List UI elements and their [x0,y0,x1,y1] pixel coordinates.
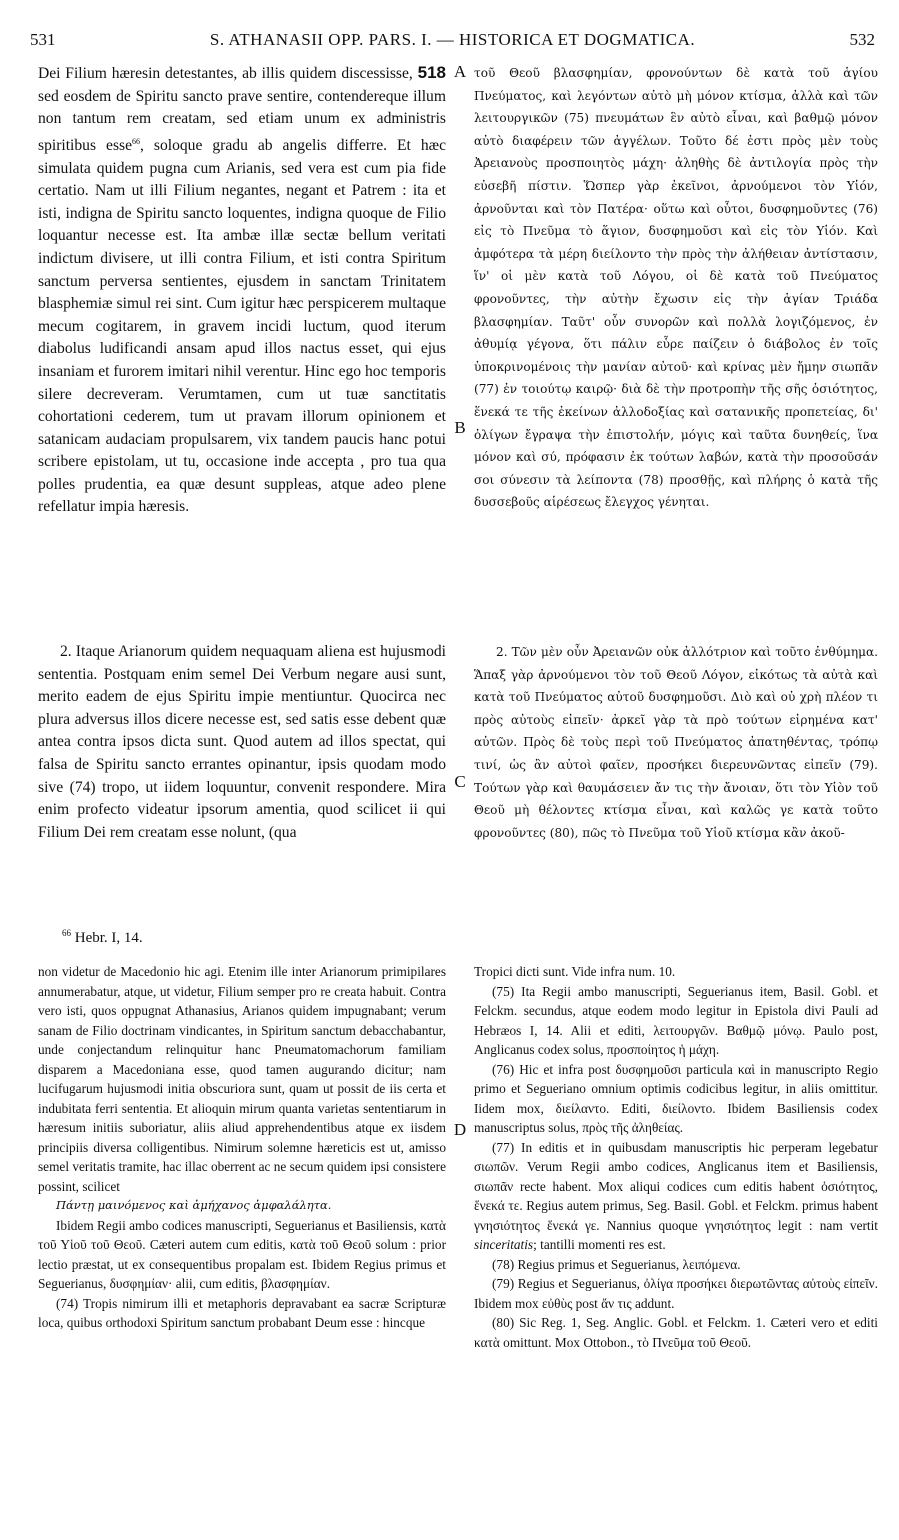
notes-right-column [474,962,878,1352]
margin-marker-c: C [454,772,466,791]
margin-marker-a: A [453,62,467,81]
notes-left-column [38,962,446,1333]
latin-p1-end: , soloque gradu ab angelis differre. Et hæc simulata quidem pugna cum Arianis, sed vera est cum pia fide certatio. Nam ut illi Filium negantes, negant et Patrem : ita et isti, indigna de Spiritu sancto loquentes, indigna quoque de Filio loquantur necesse est. Ita ambæ illæ sectæ bellum veritati indictum divisere, ut illi contra Filium, et isti contra Spiritum sanctum perversa sentientes, ejusdem in sanctam Trinitatem blasphemiæ simul rei sint. Cum igitur hæc perspicerem multaque mecum cogitarem, in gravem incidi luctum, quod iterum diabolus ludificandi ansam apud illos nactus esset, qui ejus insaniam et furorem imitari nihil verentur. Hinc ego hoc temporis silere decreveram. Verumtamen, cum ut tuæ sanctitatis cohortationi cederem, tum ut pravam illorum opinionem et satanicam audaciam propulsarem, vix tandem paucis hanc potui scribere epistolam, ut tu, occasione inde accepta , pro tua qua polles prudentia, ea quæ desunt suppleas, atque adeo plene refellatur impia hæresis. [38,136,446,516]
note-76: (76) Hic et infra post δυσφημοῦσι particula καὶ in manuscripto Regio primo et Segueriano omnium optimis codicibus legitur, in aliis omittitur. Iidem mox, διείλαντο. Editi, διείλοντο. Ibidem Basiliensis codex manuscriptus solus, πρὸς τῆς ἀληθείας. [474,1061,878,1135]
scripture-footnote [62,928,143,947]
page-number-left: 531 [30,30,56,49]
scripture-footnote-text: Hebr. I, 14. [74,930,143,946]
latin-paragraph-1 [38,62,446,519]
scripture-footnote-number: 66 [62,928,71,938]
page-header [30,30,875,58]
note-77 [474,1138,878,1255]
note-77-text: (77) In editis et in quibusdam manuscriptis hic perperam legebatur σιωπῶν. Verum Regii ambo codices, Anglicanus item et Basiliensis, σιωπᾶν recte habent. Mox aliqui codices cum editis habent ὁσιότητος, ἕνεκά τε. Regius autem primus, Seg. Basil. Gobl. et Felckm. primus habent γνησιότητος ἕνεκά γε. Nannius quoque γνησιότητος legit : nam vertit [474,1139,878,1233]
note-78: (78) Regius primus et Seguerianus, λειπόμενα. [492,1256,741,1272]
note-continuation: non videtur de Macedonio hic agi. Etenim ille inter Arianorum primipilares annumerabatur, atque, ut videtur, Filium semper pro re creata habuit. Contra vero isti, quos oppugnat Athanasius, Arianos quidem impugnabant; verum sanam de Filio doctrinam vindicantes, in Spiritum sanctum debacchabantur, unde conjectandum relinquitur hanc Pneumatomachorum familiam disparem a Macedoniana esse, quod tamen augurando dicitur; nam lucifugarum hujusmodi initia obscuriora sunt, quam ut possit de iis certa et indubitata ferri sententia. Et alioquin mirum quanta varietas sententiarum in hæresum initiis suboriatur, aliis aliud apprehendentibus atque ex iisdem principiis diversa colligentibus. Nimirum solemne hæreticis est ut, amisso semel veritatis tramite, hac illac oberrent ac ne secum quidem ipsi consistere possint, scilicet [38,964,446,1194]
margin-marker-b: B [454,418,466,437]
latin-text-top [38,62,446,519]
note-75: (75) Ita Regii ambo manuscripti, Seguerianus item, Basil. Gobl. et Felckm. secundus, atque eodem modo legitur in Epistola divi Pauli ad Hebræos I, 14. Alii et editi, λειτουργῶν. Βαθμῷ μόνῳ. Paulo post, Anglicanus codex solus, προσποίητος ἡ μάχη. [474,983,878,1057]
note-greek-verse: Πάντῃ μαινόμενος καὶ ἀμήχανος ἀμφαλάλητα. [56,1198,332,1212]
inline-page-number: 518 [417,63,446,82]
note-79: (79) Regius et Seguerianus, ὀλίγα προσήκει διερωτῶντας αὐτοὺς εἰπεῖν. Ibidem mox εὐθὺς post ἄν τις addunt. [474,1276,878,1311]
note-74: (74) Tropis nimirum illi et metaphoris depravabant ea sacræ Scripturæ loca, quibus orthodoxi Spiritum sanctum probabant Deum esse : hincque [38,1295,446,1330]
page-number-right: 532 [849,30,875,49]
note-continuation-right: Tropici dicti sunt. Vide infra num. 10. [474,964,676,979]
greek-paragraph-1: τοῦ Θεοῦ βλασφημίαν, φρονούντων δὲ κατὰ τοῦ ἁγίου Πνεύματος, καὶ λεγόντων αὐτὸ μὴ μόνον κτίσμα, ἀλλὰ καὶ τῶν λειτουργικῶν (75) πνευμάτων ἓν αὐτὸ εἶναι, καὶ βαθμῷ μόνον αὐτὸ διαφέρειν τῶν ἀγγέλων. Τοῦτο δέ ἐστι πρὸς μὲν τοὺς Ἀρειανοὺς προσποιητὸς μάχη· ἀληθὴς δὲ ἀντιλογία πρὸς τὴν εὐσεβῆ πίστιν. Ὥσπερ γὰρ ἐκεῖνοι, ἀρνούμενοι τὸν Υἱόν, ἀρνοῦνται καὶ τὸν Πατέρα· οὕτω καὶ οὗτοι, δυσφημοῦντες (76) εἰς τὸ Πνεῦμα τὸ ἅγιον, δυσφημοῦσι καὶ εἰς τὸν Υἱόν. Καὶ ἀμφότερα τὰ μέρη διείλοντο τὴν πρὸς τὴν ἀλήθειαν ἀντίστασιν, ἵν' οἱ μὲν κατὰ τοῦ Λόγου, οἱ δὲ κατὰ τοῦ Πνεύματος φρονοῦντες, τὴν αὐτὴν ἔχωσιν εἰς τὴν ἁγίαν Τριάδα βλασφημίαν. Ταῦτ' οὖν συνορῶν καὶ πολλὰ λογιζόμενος, ἐν ἀθυμίᾳ γέγονα, ὅτι πάλιν εὗρε παίζειν ὁ διάβολος ἐν τοῖς ὑποκρινομένοις τὴν μανίαν αὐτοῦ· καὶ κρίνας μὲν ἤμην σιωπᾶν (77) ἐν τοιούτῳ καιρῷ· διὰ δὲ τὴν προτροπὴν τῆς σῆς ὁσιότητος, ἕνεκά τε τῆς ἐκείνων ἀλλοδοξίας καὶ σατανικῆς προπετείας, δι' ὀλίγων ἔγραψα τὴν ἐπιστολήν, μόγις καὶ ταῦτα δυνηθείς, ἵνα μόνον καὶ σύ, πρόφασιν ἐκ τούτων λαβών, κατὰ τὴν προσοῦσάν σοι σύνεσιν τὰ λείποντα (78) προσθῇς, καὶ πλήρης ὁ κατὰ τῆς δυσσεβοῦς αἱρέσεως ἔλεγχος γένηται. [474,66,878,510]
greek-text-p2 [474,641,878,844]
running-title: S. ATHANASII OPP. PARS. I. — HISTORICA ET DOGMATICA. [209,30,696,49]
note-ibidem: Ibidem Regii ambo codices manuscripti, Seguerianus et Basiliensis, κατὰ τοῦ Υἱοῦ τοῦ Θεοῦ. Cæteri autem cum editis, κατὰ τοῦ Θεοῦ solum : prior lectio præstat, ut ex consequentibus propalam est. Ibidem Regius primus et Seguerianus, δυσφημίαν· alii, cum editis, βλασφημίαν. [38,1217,446,1291]
latin-p1-middle: sed eosdem de Spiritu sancto prave sentire, contendereque illum non tantum rem creatam, sed etiam unum ex administris spiritibus esse [38,87,446,154]
latin-p1-start: Dei Filium hæresin detestantes, ab illis quidem discessisse, [38,65,413,82]
footnote-ref: 66 [132,136,141,146]
note-77-end: ; tantilli momenti res est. [533,1237,666,1252]
latin-paragraph-2: 2. Itaque Arianorum quidem nequaquam aliena est hujusmodi sententia. Postquam enim semel Dei Verbum negare ausi sunt, merito eadem de ejus Spiritu impie mentiuntur. Quocirca nec plura adversus illos dicere necesse est, sed satis esse debent quæ antea contra ipsos dicta sunt. Quod autem ad illos spectat, qui falsa de Spiritu sancto errantes opinantur, ipsis quodam modo sive (74) tropo, ut iidem loquuntur, convenit respondere. Mira enim profecto videatur ipsorum amentia, quod scilicet ii qui Filium Dei rem creatam esse nolunt, (qua [38,643,446,841]
greek-paragraph-2: 2. Τῶν μὲν οὖν Ἀρειανῶν οὐκ ἀλλότριον καὶ τοῦτο ἐνθύμημα. Ἅπαξ γὰρ ἀρνούμενοι τὸν τοῦ Θεοῦ Λόγον, εἰκότως τὰ αὐτὰ καὶ κατὰ τοῦ Πνεύματος αὐτοῦ δυσφημοῦσι. Διὸ καὶ οὐ χρὴ πλέον τι πρὸς αὐτοὺς εἰπεῖν· ἀρκεῖ γὰρ τὰ πρὸ τούτων εἰρημένα κατ' αὐτῶν. Πρὸς δὲ τοὺς περὶ τοῦ Πνεύματος ἀπατηθέντας, τρόπῳ τινί, ὡς ἂν αὐτοὶ φαῖεν, προσήκει διερευνῶντας εἰπεῖν (79). Τούτων γὰρ καὶ θαυμάσειεν ἄν τις τὴν ἄνοιαν, ὅτι τὸν Υἱὸν τοῦ Θεοῦ μὴ θέλοντες κτίσμα εἶναι, καὶ καλῶς γε κατὰ τοῦτο φρονοῦντες (80), πῶς τὸ Πνεῦμα τοῦ Υἱοῦ κτίσμα κἂν ἀκοῦ- [474,645,878,840]
note-80: (80) Sic Reg. 1, Seg. Anglic. Gobl. et Felckm. 1. Cæteri vero et editi κατὰ omittunt. Mox Ottobon., τὸ Πνεῦμα τοῦ Θεοῦ. [474,1315,878,1350]
latin-text-p2 [38,641,446,844]
greek-text-top [474,62,878,514]
note-77-italic: sinceritatis [474,1237,534,1252]
margin-marker-d: D [453,1120,467,1139]
